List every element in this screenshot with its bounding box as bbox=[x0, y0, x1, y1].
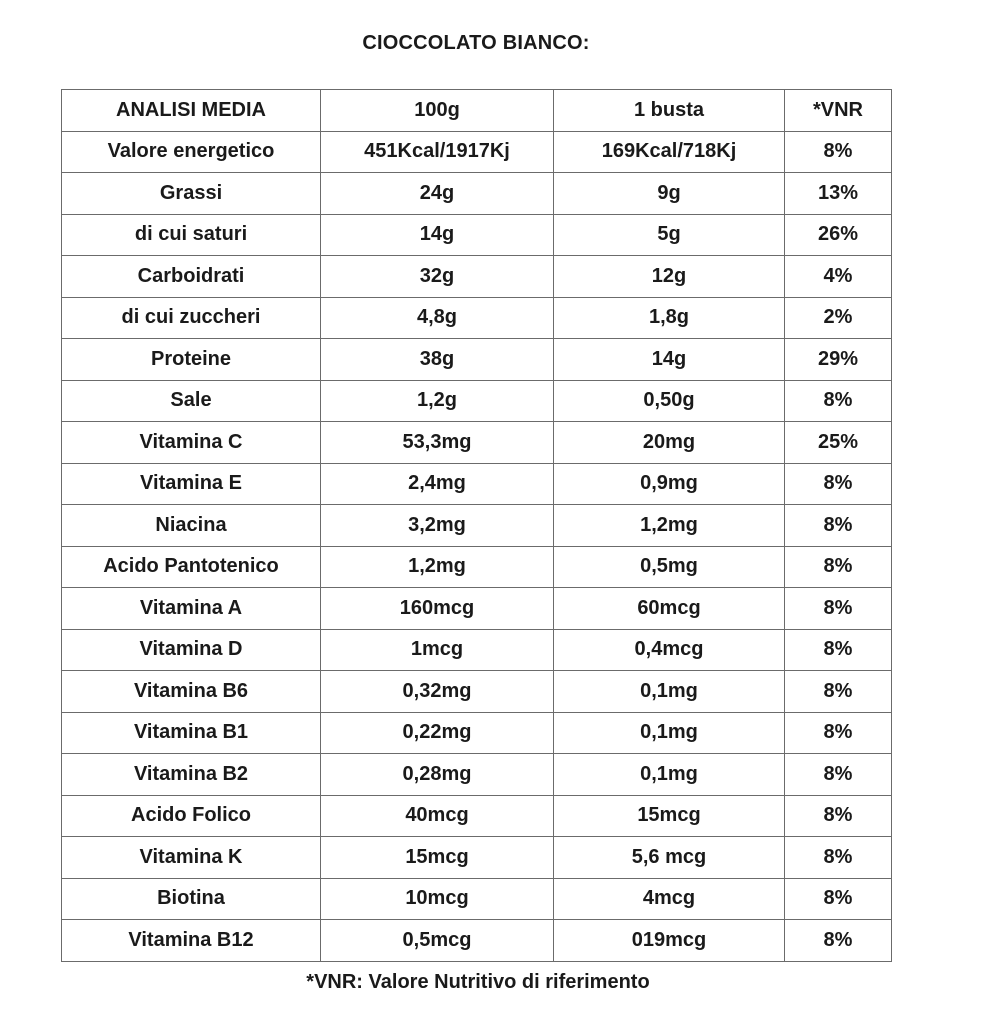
nutrient-name-cell: di cui zuccheri bbox=[62, 297, 321, 339]
per-serving-cell: 0,9mg bbox=[554, 463, 785, 505]
nutrient-name-cell: Vitamina B12 bbox=[62, 920, 321, 962]
per-serving-cell: 12g bbox=[554, 256, 785, 298]
per-100g-cell: 0,32mg bbox=[321, 671, 554, 713]
vnr-cell: 8% bbox=[785, 629, 892, 671]
vnr-cell: 2% bbox=[785, 297, 892, 339]
nutrient-name-cell: Grassi bbox=[62, 173, 321, 215]
table-row bbox=[62, 505, 892, 547]
per-100g-cell: 451Kcal/1917Kj bbox=[321, 131, 554, 173]
per-serving-cell: 0,50g bbox=[554, 380, 785, 422]
per-100g-cell: 4,8g bbox=[321, 297, 554, 339]
table-row bbox=[62, 214, 892, 256]
vnr-cell: 4% bbox=[785, 256, 892, 298]
nutrient-name-cell: Sale bbox=[62, 380, 321, 422]
vnr-cell: 8% bbox=[785, 878, 892, 920]
per-100g-cell: 0,28mg bbox=[321, 754, 554, 796]
nutrient-name-cell: Biotina bbox=[62, 878, 321, 920]
per-100g-cell: 53,3mg bbox=[321, 422, 554, 464]
table-row bbox=[62, 380, 892, 422]
nutrient-name-cell: Vitamina E bbox=[62, 463, 321, 505]
nutrient-name-cell: Vitamina B6 bbox=[62, 671, 321, 713]
vnr-cell: 8% bbox=[785, 671, 892, 713]
table-row bbox=[62, 712, 892, 754]
vnr-cell: 8% bbox=[785, 380, 892, 422]
vnr-cell: 8% bbox=[785, 588, 892, 630]
table-row bbox=[62, 588, 892, 630]
nutrient-name-cell: Niacina bbox=[62, 505, 321, 547]
table-row bbox=[62, 795, 892, 837]
footnote: *VNR: Valore Nutritivo di riferimento bbox=[306, 971, 650, 993]
nutrition-table bbox=[61, 89, 892, 962]
per-100g-cell: 1mcg bbox=[321, 629, 554, 671]
per-serving-cell: 5,6 mcg bbox=[554, 837, 785, 879]
vnr-cell: 8% bbox=[785, 920, 892, 962]
per-100g-cell: 0,5mcg bbox=[321, 920, 554, 962]
vnr-cell: 25% bbox=[785, 422, 892, 464]
per-serving-cell: 20mg bbox=[554, 422, 785, 464]
nutrient-name-cell: Vitamina B1 bbox=[62, 712, 321, 754]
per-100g-cell: 24g bbox=[321, 173, 554, 215]
table-body bbox=[62, 90, 892, 962]
nutrient-name-cell: Valore energetico bbox=[62, 131, 321, 173]
table-header-row bbox=[62, 90, 892, 132]
table-row bbox=[62, 131, 892, 173]
vnr-cell: 8% bbox=[785, 463, 892, 505]
table-row bbox=[62, 878, 892, 920]
vnr-cell: 8% bbox=[785, 795, 892, 837]
per-serving-cell: 5g bbox=[554, 214, 785, 256]
table-row bbox=[62, 463, 892, 505]
per-100g-cell: 14g bbox=[321, 214, 554, 256]
table-row bbox=[62, 837, 892, 879]
table-row bbox=[62, 629, 892, 671]
vnr-cell: 29% bbox=[785, 339, 892, 381]
nutrient-name-cell: Acido Pantotenico bbox=[62, 546, 321, 588]
table-row bbox=[62, 671, 892, 713]
per-100g-cell: 160mcg bbox=[321, 588, 554, 630]
per-serving-cell: 0,1mg bbox=[554, 754, 785, 796]
table-row bbox=[62, 920, 892, 962]
per-100g-cell: 40mcg bbox=[321, 795, 554, 837]
header-cell-serving: 1 busta bbox=[554, 90, 785, 132]
per-serving-cell: 1,2mg bbox=[554, 505, 785, 547]
table-row bbox=[62, 339, 892, 381]
nutrient-name-cell: Vitamina K bbox=[62, 837, 321, 879]
per-100g-cell: 3,2mg bbox=[321, 505, 554, 547]
header-cell-analysis: ANALISI MEDIA bbox=[62, 90, 321, 132]
per-serving-cell: 0,1mg bbox=[554, 712, 785, 754]
per-100g-cell: 1,2mg bbox=[321, 546, 554, 588]
per-serving-cell: 0,4mcg bbox=[554, 629, 785, 671]
per-serving-cell: 4mcg bbox=[554, 878, 785, 920]
nutrient-name-cell: Acido Folico bbox=[62, 795, 321, 837]
table-row bbox=[62, 546, 892, 588]
table-row bbox=[62, 173, 892, 215]
per-serving-cell: 019mcg bbox=[554, 920, 785, 962]
header-cell-100g: 100g bbox=[321, 90, 554, 132]
nutrient-name-cell: Vitamina C bbox=[62, 422, 321, 464]
per-serving-cell: 60mcg bbox=[554, 588, 785, 630]
per-serving-cell: 1,8g bbox=[554, 297, 785, 339]
per-serving-cell: 9g bbox=[554, 173, 785, 215]
per-serving-cell: 0,5mg bbox=[554, 546, 785, 588]
nutrient-name-cell: Vitamina D bbox=[62, 629, 321, 671]
per-100g-cell: 10mcg bbox=[321, 878, 554, 920]
table-row bbox=[62, 754, 892, 796]
vnr-cell: 8% bbox=[785, 131, 892, 173]
nutrient-name-cell: Vitamina B2 bbox=[62, 754, 321, 796]
per-serving-cell: 169Kcal/718Kj bbox=[554, 131, 785, 173]
per-100g-cell: 0,22mg bbox=[321, 712, 554, 754]
header-cell-vnr: *VNR bbox=[785, 90, 892, 132]
nutrient-name-cell: Vitamina A bbox=[62, 588, 321, 630]
table-row bbox=[62, 422, 892, 464]
table-row bbox=[62, 256, 892, 298]
vnr-cell: 13% bbox=[785, 173, 892, 215]
per-serving-cell: 15mcg bbox=[554, 795, 785, 837]
vnr-cell: 26% bbox=[785, 214, 892, 256]
page-title: CIOCCOLATO BIANCO: bbox=[362, 32, 590, 54]
per-100g-cell: 38g bbox=[321, 339, 554, 381]
vnr-cell: 8% bbox=[785, 712, 892, 754]
per-100g-cell: 15mcg bbox=[321, 837, 554, 879]
vnr-cell: 8% bbox=[785, 754, 892, 796]
nutrient-name-cell: Proteine bbox=[62, 339, 321, 381]
vnr-cell: 8% bbox=[785, 505, 892, 547]
per-100g-cell: 32g bbox=[321, 256, 554, 298]
table-row bbox=[62, 297, 892, 339]
vnr-cell: 8% bbox=[785, 837, 892, 879]
per-serving-cell: 0,1mg bbox=[554, 671, 785, 713]
per-100g-cell: 2,4mg bbox=[321, 463, 554, 505]
nutrient-name-cell: Carboidrati bbox=[62, 256, 321, 298]
per-100g-cell: 1,2g bbox=[321, 380, 554, 422]
per-serving-cell: 14g bbox=[554, 339, 785, 381]
vnr-cell: 8% bbox=[785, 546, 892, 588]
nutrient-name-cell: di cui saturi bbox=[62, 214, 321, 256]
